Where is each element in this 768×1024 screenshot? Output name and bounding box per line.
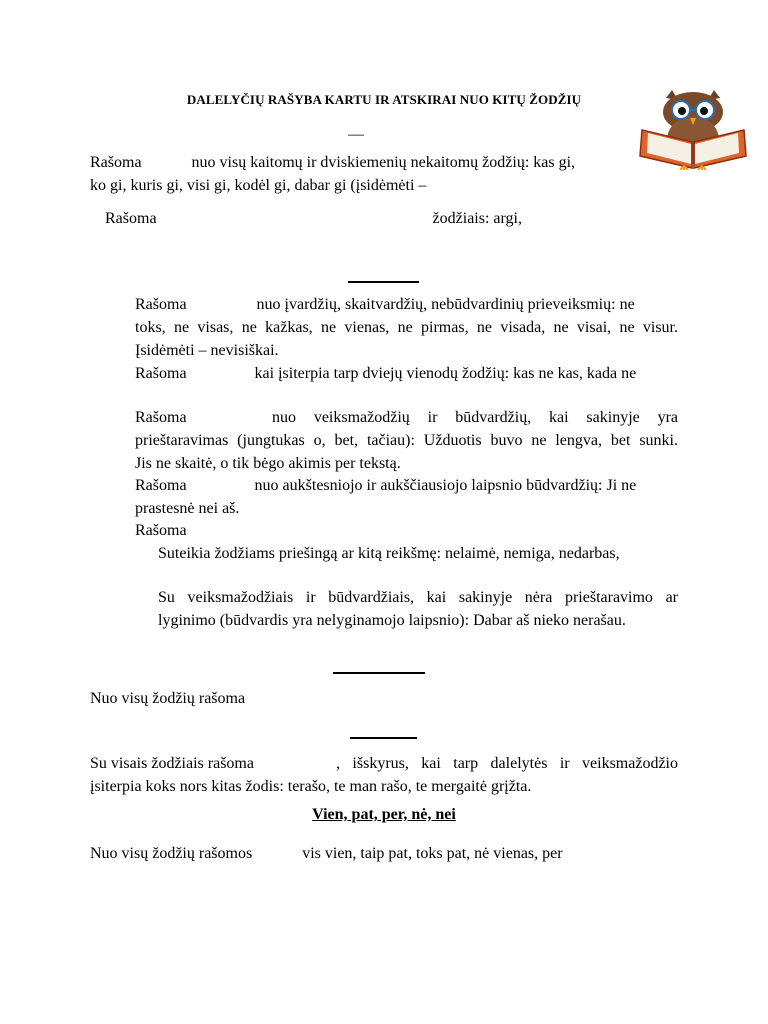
paragraph-9 [158,586,678,632]
p12-rest: vis vien, taip pat, toks pat, nė vienas, per [302,845,563,862]
paragraph-6 [135,474,678,520]
p1-rest: nuo visų kaitomų ir dviskiemenių nekaitomų žodžių: kas gi, [191,154,576,171]
divider-line-3 [350,737,417,739]
p6-line2: prastesnė nei aš. [135,500,240,517]
p6-line1: nuo aukštesniojo ir aukščiausiojo laipsnio būdvardžių: Ji ne [254,477,637,494]
p8-text: Suteikia žodžiams priešingą ar kitą reikšmę: nelaimė, nemiga, nedarbas, [158,545,620,562]
paragraph-8 [158,542,678,565]
p5-line2: prieštaravimas (jungtukas o, bet, tačiau): Užduotis buvo ne lengva, bet sunki. [135,432,678,449]
p4-rest: kai įsiterpia tarp dviejų vienodų žodžių: kas ne kas, kada ne [254,365,637,382]
p5-lead: Rašoma [135,409,187,426]
paragraph-2 [105,207,665,230]
p3-line3: Įsidėmėti – nevisiškai. [135,342,279,359]
p9-line1: Su veiksmažodžiais ir būdvardžiais, kai sakinyje nėra prieštaravimo ar [158,589,678,606]
p11-line2: įsiterpia koks nors kitas žodis: terašo, te man rašo, te mergaitė grįžta. [90,778,532,795]
document-title: DALELYČIŲ RAŠYBA KARTU IR ATSKIRAI NUO KITŲ ŽODŽIŲ [186,92,582,107]
title-dash: — [348,126,364,143]
p2-rest: žodžiais: argi, [432,210,522,227]
p11-lead: Su visais žodžiais rašoma [90,755,254,772]
paragraph-11 [90,752,678,798]
p11-rest: , išskyrus, kai tarp dalelytės ir veiksmažodžio [336,755,678,772]
divider-line-2 [333,672,425,674]
owl-reading-book-image [636,90,750,170]
divider-line-1 [348,281,419,283]
p7-lead: Rašoma [135,522,187,539]
paragraph-10 [90,687,245,710]
section-heading: Vien, pat, per, nė, nei [312,806,456,823]
p5-line3: Jis ne skaitė, o tik bėgo akimis per tekstą. [135,455,401,472]
paragraph-5 [135,406,678,475]
p3-lead: Rašoma [135,296,187,313]
p1-lead: Rašoma [90,154,142,171]
p5-line1: nuo veiksmažodžių ir būdvardžių, kai sakinyje yra [272,409,678,426]
p12-lead: Nuo visų žodžių rašomos [90,845,253,862]
p6-lead: Rašoma [135,477,187,494]
p3-line1: nuo įvardžių, skaitvardžių, nebūdvardinių prieveiksmių: ne [256,296,635,313]
paragraph-7 [135,519,187,542]
paragraph-1 [90,151,650,197]
p9-line2: lyginimo (būdvardis yra nelyginamojo laipsnio): Dabar aš nieko nerašau. [158,612,626,629]
paragraph-3 [135,293,678,362]
paragraph-12 [90,842,678,865]
p1-line2: ko gi, kuris gi, visi gi, kodėl gi, dabar gi (įsidėmėti – [90,177,427,194]
p2-lead: Rašoma [105,210,157,227]
p3-line2: toks, ne visas, ne kažkas, ne vienas, ne pirmas, ne visada, ne visai, ne visur. [135,319,678,336]
paragraph-4 [135,362,678,385]
p10-text: Nuo visų žodžių rašoma [90,690,246,707]
p4-lead: Rašoma [135,365,187,382]
